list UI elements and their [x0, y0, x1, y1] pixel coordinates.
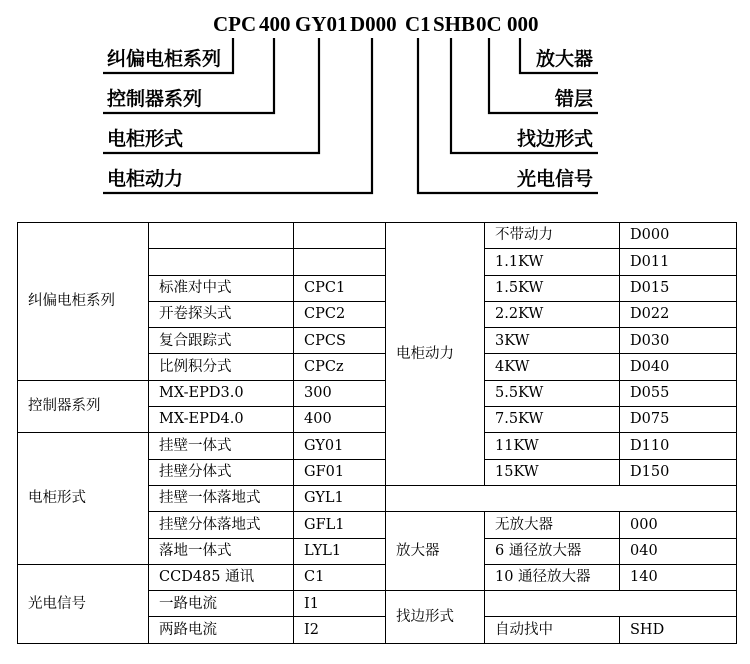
edge-form-code-cell: SHD	[620, 617, 737, 643]
option-code-cell: CPC2	[294, 301, 386, 327]
left-labels	[107, 47, 221, 190]
table-row	[18, 433, 737, 459]
empty-spacer-cell	[386, 485, 737, 511]
option-code-cell: CPCz	[294, 354, 386, 380]
group-title-cabinet-form: 电柜形式	[18, 433, 149, 564]
power-name-cell: 4KW	[485, 354, 620, 380]
code-segment-power: D000	[350, 12, 397, 36]
option-name-cell: 标准对中式	[149, 275, 294, 301]
label-edge-form: 找边形式	[516, 128, 593, 150]
option-code-cell: GFL1	[294, 512, 386, 538]
option-code-cell: LYL1	[294, 538, 386, 564]
power-code-cell: D000	[620, 223, 737, 249]
right-labels	[517, 47, 593, 190]
label-amplifier: 放大器	[535, 48, 593, 70]
amplifier-name-cell: 6 通径放大器	[485, 538, 620, 564]
power-name-cell: 15KW	[485, 459, 620, 485]
option-code-cell: I2	[294, 617, 386, 643]
power-name-cell: 不带动力	[485, 223, 620, 249]
label-cabinet-form: 电柜形式	[107, 128, 184, 150]
power-code-cell: D030	[620, 328, 737, 354]
option-name-cell: 两路电流	[149, 617, 294, 643]
option-code-cell: C1	[294, 564, 386, 590]
label-layer: 错层	[554, 88, 593, 110]
code-segment-signal: C1	[405, 12, 431, 36]
group-title-cabinet-series: 纠偏电柜系列	[18, 223, 149, 381]
power-code-cell: D150	[620, 459, 737, 485]
option-code-cell: 300	[294, 380, 386, 406]
amplifier-name-cell: 10 通径放大器	[485, 564, 620, 590]
option-code-cell: I1	[294, 591, 386, 617]
option-code-cell	[294, 249, 386, 275]
amplifier-name-cell: 无放大器	[485, 512, 620, 538]
specification-table	[17, 222, 737, 644]
power-code-cell: D075	[620, 407, 737, 433]
power-name-cell: 7.5KW	[485, 407, 620, 433]
option-code-cell: GY01	[294, 433, 386, 459]
table-row	[18, 223, 737, 249]
power-name-cell: 1.5KW	[485, 275, 620, 301]
option-name-cell: MX-EPD3.0	[149, 380, 294, 406]
power-code-cell: D022	[620, 301, 737, 327]
option-code-cell: GF01	[294, 459, 386, 485]
option-name-cell: 复合跟踪式	[149, 328, 294, 354]
power-code-cell: D110	[620, 433, 737, 459]
label-cabinet-power: 电柜动力	[107, 168, 184, 190]
option-code-cell: CPCS	[294, 328, 386, 354]
code-structure-diagram	[0, 0, 750, 200]
option-code-cell: CPC1	[294, 275, 386, 301]
label-controller-series: 控制器系列	[107, 88, 203, 110]
option-name-cell: 挂壁分体式	[149, 459, 294, 485]
power-name-cell: 1.1KW	[485, 249, 620, 275]
amplifier-code-cell: 000	[620, 512, 737, 538]
option-name-cell: CCD485 通讯	[149, 564, 294, 590]
label-photo-signal: 光电信号	[516, 168, 593, 190]
group-title-controller-series: 控制器系列	[18, 380, 149, 433]
option-code-cell	[294, 223, 386, 249]
power-code-cell: D040	[620, 354, 737, 380]
code-segment-edge: SHB	[433, 12, 476, 36]
option-name-cell: 挂壁一体式	[149, 433, 294, 459]
option-name-cell: 开卷探头式	[149, 301, 294, 327]
group-title-photo-signal: 光电信号	[18, 564, 149, 643]
group-title-edge-form: 找边形式	[386, 591, 485, 644]
power-code-cell: D011	[620, 249, 737, 275]
option-name-cell	[149, 249, 294, 275]
power-code-cell: D015	[620, 275, 737, 301]
option-name-cell: 落地一体式	[149, 538, 294, 564]
power-name-cell: 3KW	[485, 328, 620, 354]
table-row	[18, 564, 737, 590]
group-title-power: 电柜动力	[386, 223, 485, 486]
amplifier-code-cell: 040	[620, 538, 737, 564]
empty-spacer-cell	[485, 591, 737, 617]
option-name-cell: 挂壁分体落地式	[149, 512, 294, 538]
label-cabinet-series: 纠偏电柜系列	[107, 48, 222, 70]
option-name-cell: 一路电流	[149, 591, 294, 617]
code-segments	[213, 12, 539, 36]
option-name-cell: 挂壁一体落地式	[149, 485, 294, 511]
code-segment-controller: 400	[259, 12, 291, 36]
code-segment-form: GY01	[295, 12, 348, 36]
option-name-cell: MX-EPD4.0	[149, 407, 294, 433]
option-code-cell: GYL1	[294, 485, 386, 511]
power-name-cell: 5.5KW	[485, 380, 620, 406]
power-name-cell: 2.2KW	[485, 301, 620, 327]
group-title-amplifier: 放大器	[386, 512, 485, 591]
code-segment-series: CPC	[213, 12, 257, 36]
edge-form-name-cell: 自动找中	[485, 617, 620, 643]
code-segment-amplifier: 000	[507, 12, 539, 36]
power-code-cell: D055	[620, 380, 737, 406]
option-name-cell: 比例积分式	[149, 354, 294, 380]
amplifier-code-cell: 140	[620, 564, 737, 590]
power-name-cell: 11KW	[485, 433, 620, 459]
option-name-cell	[149, 223, 294, 249]
code-segment-layer: 0C	[476, 12, 502, 36]
table-row	[18, 380, 737, 406]
option-code-cell: 400	[294, 407, 386, 433]
